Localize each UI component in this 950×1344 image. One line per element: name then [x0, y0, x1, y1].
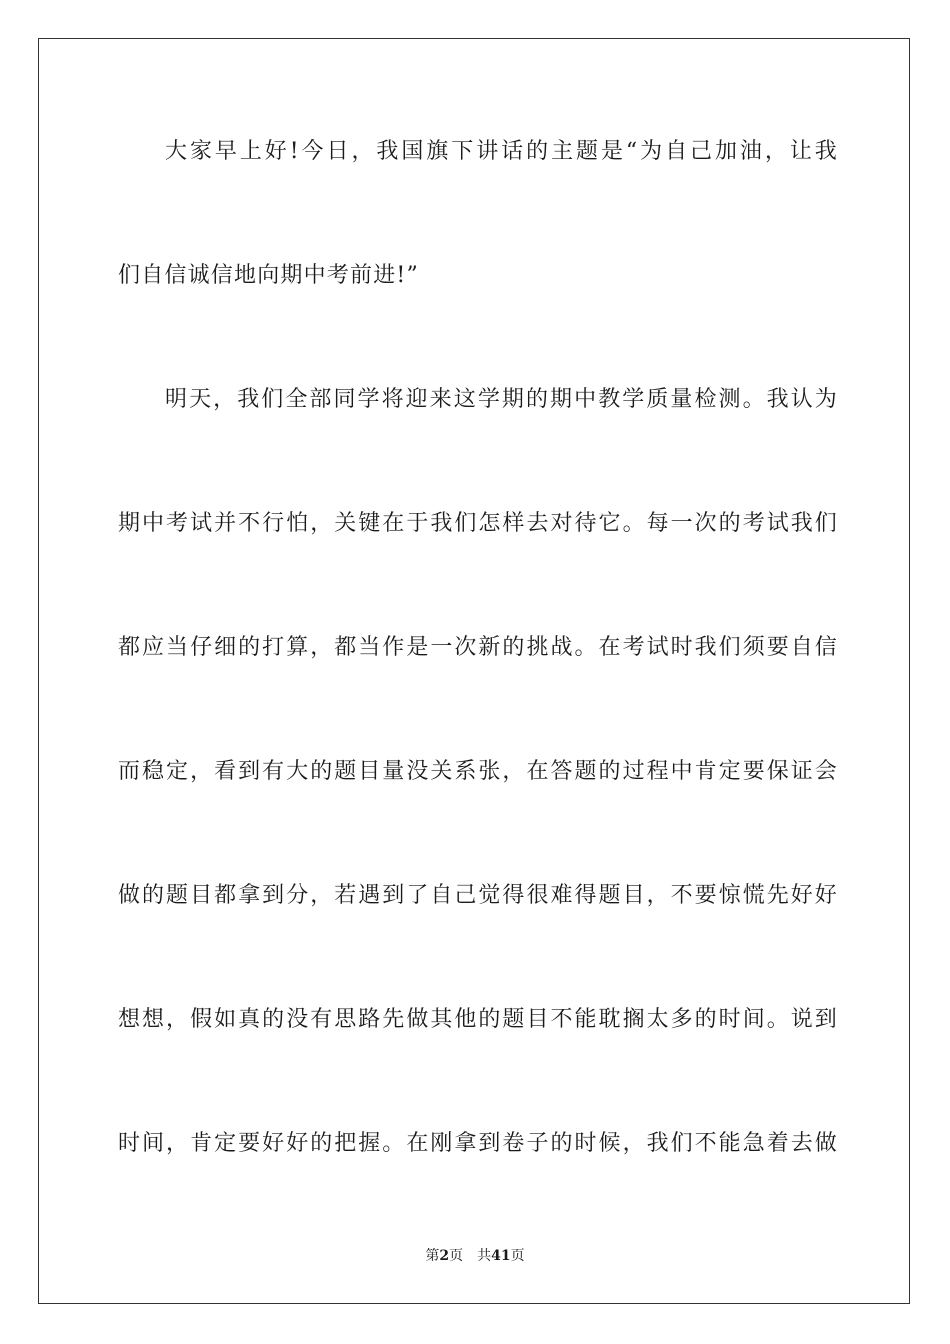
paragraph-2-line-2: 期中考试并不行怕，关键在于我们怎样去对待它。每一次的考试我们 [118, 511, 838, 536]
paragraph-2-line-7: 时间，肯定要好好的把握。在刚拿到卷子的时候，我们不能急着去做 [118, 1131, 838, 1156]
total-pages: 41 [491, 1248, 511, 1264]
page-prefix: 第 [425, 1248, 440, 1264]
page-footer [0, 1247, 950, 1265]
paragraph-1-line-2: 们自信诚信地向期中考前进!” [118, 263, 419, 288]
paragraph-2-line-3: 都应当仔细的打算，都当作是一次新的挑战。在考试时我们须要自信 [118, 635, 838, 660]
paragraph-2-line-1: 明天，我们全部同学将迎来这学期的期中教学质量检测。我认为 [165, 387, 838, 412]
page-border [38, 38, 910, 1304]
page-suffix: 页 [449, 1248, 464, 1264]
page-number: 2 [439, 1248, 450, 1264]
paragraph-2-line-6: 想想，假如真的没有思路先做其他的题目不能耽搁太多的时间。说到 [118, 1007, 838, 1032]
paragraph-1-line-1: 大家早上好!今日，我国旗下讲话的主题是“为自己加油，让我 [165, 139, 838, 164]
total-prefix: 共 [477, 1248, 492, 1264]
total-suffix: 页 [510, 1248, 525, 1264]
paragraph-2-line-4: 而稳定，看到有大的题目量没关系张，在答题的过程中肯定要保证会 [118, 759, 838, 784]
paragraph-2-line-5: 做的题目都拿到分，若遇到了自己觉得很难得题目，不要惊慌先好好 [118, 883, 838, 908]
